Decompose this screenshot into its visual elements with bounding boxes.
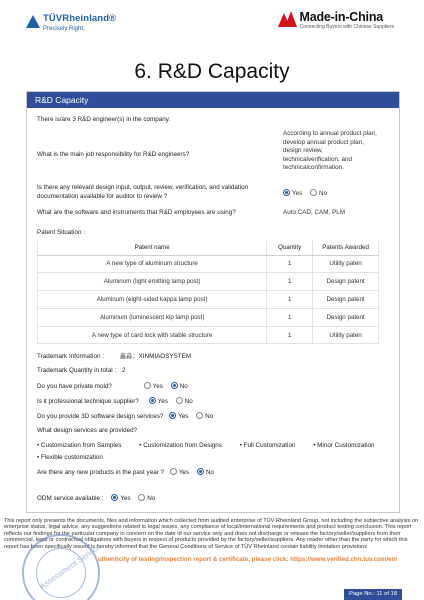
responsibility-line: develop annual product plan, [283, 138, 364, 146]
quantity-cell: 1 [267, 326, 313, 344]
private-mold-question: Do you have private mold? [37, 383, 112, 390]
3d-service-row [37, 412, 219, 420]
table-row [38, 273, 379, 291]
awarded-cell: Design patent [313, 273, 379, 291]
yes-label: Yes [157, 398, 168, 405]
quantity-cell: 1 [267, 308, 313, 326]
mic-brand: Made-in-China [299, 10, 384, 24]
service-label: Customization from Designs [143, 442, 222, 449]
odm-question: ODM service available : [37, 495, 104, 502]
list-item: • Full Customization [239, 442, 296, 449]
software-answer: Auto CAD, CAM, PLM [283, 209, 345, 216]
yes-label: Yes [178, 413, 189, 420]
yes-label: Yes [292, 190, 303, 197]
table-row [38, 326, 379, 344]
no-label: No [319, 190, 328, 197]
radio-yes-selected[interactable] [283, 189, 290, 196]
header [0, 0, 424, 44]
awarded-cell: Design patent [313, 291, 379, 309]
tech-supplier-question: Is it professional technique supplier? [37, 398, 139, 405]
panel-title: R&D Capacity [27, 92, 399, 108]
patent-name-cell: A new type of card lock with stable structure [38, 326, 267, 344]
no-label: No [205, 413, 214, 420]
tuv-logo [26, 14, 116, 33]
yes-label: Yes [120, 495, 131, 502]
disclaimer-text: This report only presents the documents, files and information which collected from audited enterprise of TÜV Rheinland Group, not including the subjective analysis on enterprise status, legal advice, any suggestions related to legal issues, any compliance of local/international requirements and product testing conclusion. This report reflects our findings for the particular company in concern on the date of our service only and does not discharge or release the factory/seller/suppliers from their commercial, legal or contractual obligations with buyers in respect of products provided by the factory/seller/suppliers. Any reader other than the party for which this report has been specifically issued is hereby informed that the General Conditions of Service of TÜV Rheinland contain liability limitation provisions [4, 518, 419, 550]
trademark-info-label: Trademark Information : [37, 353, 104, 360]
design-input-question: Is there any relevant design input, output, review, verification, and validation documentation available for auditor to review ? [37, 184, 249, 200]
design-input-answer [283, 189, 333, 199]
header-patents-awarded: Patents Awarded [313, 240, 379, 255]
trademark-quantity [37, 367, 125, 374]
radio-yes-selected[interactable] [149, 397, 156, 404]
patent-name-cell: A new type of aluminum structure [38, 255, 267, 273]
service-label: Flexible customization [40, 454, 103, 461]
awarded-cell: Utility paten [313, 255, 379, 273]
list-item: • Flexible customization [37, 454, 103, 461]
verify-link[interactable]: uthenticity of testing/inspection report & certificate, please click: https://www.verified.chn.tuv.com/en/ [98, 556, 398, 563]
odm-row [37, 494, 161, 502]
made-in-china-mark-icon [278, 11, 296, 27]
new-products-row [37, 468, 220, 476]
new-products-question: Are there any new products in the past year ? [37, 469, 165, 476]
radio-no[interactable] [310, 189, 317, 196]
awarded-cell: Utility paten [313, 326, 379, 344]
page-title: 6. R&D Capacity [134, 60, 290, 83]
header-quantity: Quantity [267, 240, 313, 255]
tech-supplier-row [37, 397, 199, 405]
radio-no[interactable] [196, 412, 203, 419]
trademark-qty-value: 2 [121, 367, 126, 374]
design-services-list [37, 442, 391, 449]
stamp-text: Assessment Service [37, 542, 103, 591]
no-label: No [179, 383, 188, 390]
radio-no-selected[interactable] [197, 468, 204, 475]
yes-label: Yes [152, 383, 163, 390]
tuv-triangle-icon [26, 15, 40, 29]
patent-name-cell: Aluminum (luminescent kip lamp post) [38, 308, 267, 326]
service-label: Minor Customization [317, 442, 375, 449]
responsibility-line: technicalconfirmation. [283, 164, 344, 171]
radio-yes[interactable] [170, 468, 177, 475]
list-item: • Minor Customization [313, 442, 375, 449]
radio-no[interactable] [176, 397, 183, 404]
quantity-cell: 1 [267, 273, 313, 291]
yes-label: Yes [178, 469, 190, 476]
trademark-info [37, 351, 191, 360]
responsibility-question: What is the main job responsibility for R&D engineers? [37, 151, 190, 158]
responsibility-line: According to annual product plan, [283, 130, 377, 137]
software-question: What are the software and instruments that R&D employees are using? [37, 209, 236, 216]
responsibility-line: design review, [283, 147, 323, 154]
trademark-info-value: 鑫淼；XINMIAOSYSTEM [119, 353, 192, 360]
service-label: Customization from Samples [40, 442, 122, 449]
awarded-cell: Design patent [313, 308, 379, 326]
patent-table-header [38, 240, 379, 255]
design-services-list-2 [37, 454, 119, 461]
radio-yes[interactable] [144, 382, 151, 389]
patent-table [37, 240, 379, 344]
page-number: Page No.: 11 of 18 [344, 589, 402, 600]
no-label: No [205, 469, 214, 476]
made-in-china-logo [278, 11, 395, 31]
3d-service-question: Do you provide 3D software design services? [37, 413, 164, 420]
service-label: Full Customization [243, 442, 296, 449]
responsibility-answer [283, 130, 377, 173]
design-services-question: What design services are provided? [37, 427, 138, 434]
private-mold-row [37, 382, 194, 390]
engineers-statement: There is/are 3 R&D engineer(s) in the company. [37, 116, 171, 123]
patent-situation-label: Patent Situation : [37, 229, 85, 236]
rd-capacity-panel [26, 91, 400, 513]
header-patent-name: Patent name [38, 240, 267, 255]
patent-name-cell: Aluminum (eight-sided kappa lamp post) [38, 291, 267, 309]
quantity-cell: 1 [267, 255, 313, 273]
radio-no-selected[interactable] [171, 382, 178, 389]
tuv-brand: TÜVRheinland® [43, 13, 117, 24]
radio-no[interactable] [138, 494, 145, 501]
tuv-tagline: Precisely Right. [43, 26, 85, 32]
radio-yes-selected[interactable] [169, 412, 176, 419]
list-item: • Customization from Samples [37, 442, 122, 449]
trademark-qty-label: Trademark Quantity in total : [37, 367, 117, 374]
table-row [38, 308, 379, 326]
no-label: No [184, 398, 193, 405]
responsibility-line: technicalverification, and [283, 155, 352, 163]
no-label: No [147, 495, 156, 502]
list-item: • Customization from Designs [139, 442, 222, 449]
patent-name-cell: Aluminum (light emitting lamp post) [38, 273, 267, 291]
table-row [38, 291, 379, 309]
quantity-cell: 1 [267, 291, 313, 309]
table-row [38, 255, 379, 273]
radio-yes-selected[interactable] [111, 494, 118, 501]
mic-tagline: Connecting Buyers with Chinese Suppliers [299, 24, 394, 30]
